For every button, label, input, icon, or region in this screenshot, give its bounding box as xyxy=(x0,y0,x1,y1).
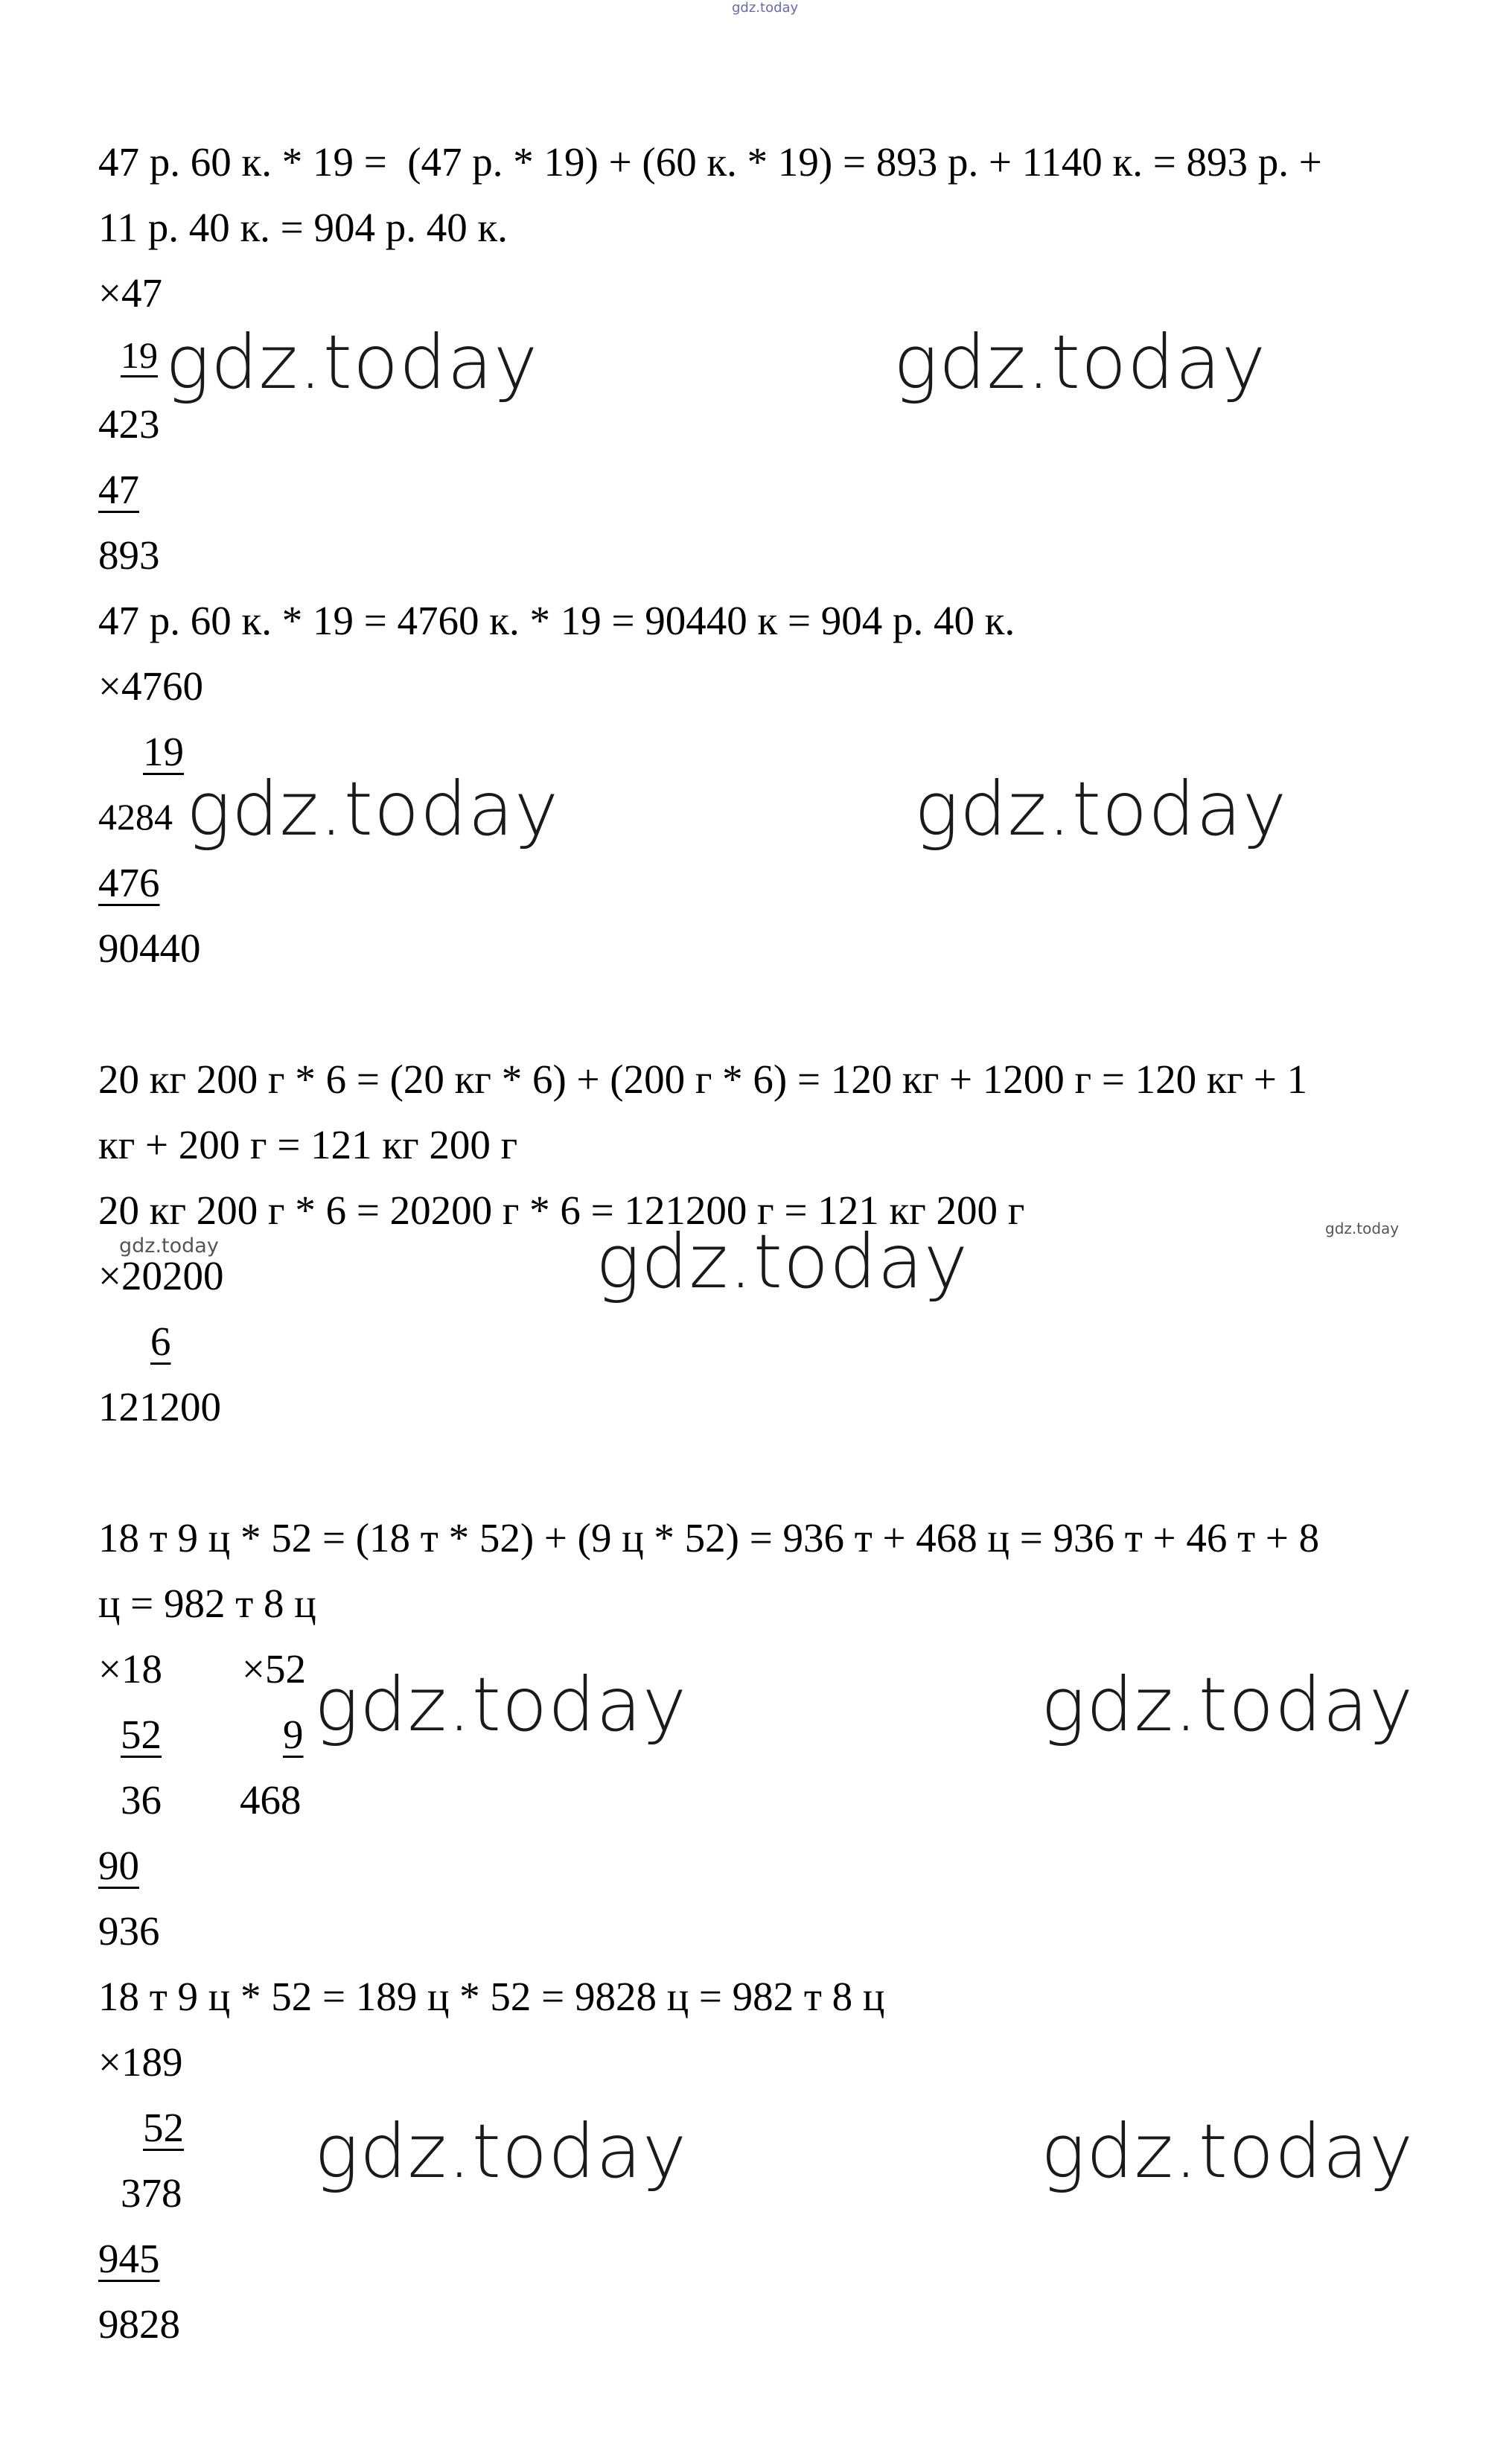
watermark: gdz.today xyxy=(596,1218,969,1305)
watermark: gdz.today xyxy=(1041,2108,1414,2195)
calc-line: 945 xyxy=(98,2236,160,2281)
calc-line: ×47 xyxy=(98,270,163,316)
calc-line: 90 xyxy=(98,1843,139,1888)
text-line: 47 р. 60 к. * 19 = 4760 к. * 19 = 90440 к = 904 р. 40 к. xyxy=(98,598,1015,643)
text-line: 11 р. 40 к. = 904 р. 40 к. xyxy=(98,205,508,250)
text-line: ц = 982 т 8 ц xyxy=(98,1581,316,1626)
calc-line: ×4760 xyxy=(98,663,204,709)
watermark: gdz.today xyxy=(165,319,539,406)
calc-line: ×20200 xyxy=(98,1253,224,1298)
watermark-top: gdz.today xyxy=(732,0,799,16)
calc-line: 4284 xyxy=(98,796,173,838)
calc-line: 9828 xyxy=(98,2301,180,2347)
calc-line: 121200 xyxy=(98,1384,221,1429)
text-line: 20 кг 200 г * 6 = (20 кг * 6) + (200 г * 6) = 120 кг + 1200 г = 120 кг + 1 xyxy=(98,1056,1308,1102)
calc-line: 893 xyxy=(98,532,160,578)
calc-line: 19 xyxy=(143,729,184,774)
calc-line: 476 xyxy=(98,860,160,905)
watermark: gdz.today xyxy=(314,2108,688,2195)
text-line: 47 р. 60 к. * 19 = (47 р. * 19) + (60 к. * 19) = 893 р. + 1140 к. = 893 р. + xyxy=(98,139,1322,185)
watermark: gdz.today xyxy=(914,765,1288,852)
calc-line: 6 xyxy=(150,1319,171,1364)
calc-line: 47 xyxy=(98,467,139,512)
calc-line: 936 xyxy=(98,1908,160,1954)
calc-line: ×52 xyxy=(242,1646,307,1692)
text-line: кг + 200 г = 121 кг 200 г xyxy=(98,1122,518,1167)
watermark-small: gdz.today xyxy=(119,1234,219,1258)
calc-line: 36 xyxy=(121,1777,162,1823)
calc-line: 9 xyxy=(283,1712,304,1757)
calc-line: ×189 xyxy=(98,2039,183,2085)
text-line: 18 т 9 ц * 52 = 189 ц * 52 = 9828 ц = 982 т 8 ц xyxy=(98,1974,885,2019)
calc-line: 468 xyxy=(240,1777,302,1823)
watermark: gdz.today xyxy=(893,319,1267,406)
text-line: 20 кг 200 г * 6 = 20200 г * 6 = 121200 г = 121 кг 200 г xyxy=(98,1188,1025,1233)
calc-line: 52 xyxy=(143,2105,184,2150)
watermark: gdz.today xyxy=(314,1661,688,1748)
calc-line: 52 xyxy=(121,1712,162,1757)
watermark-small: gdz.today xyxy=(1325,1220,1400,1237)
calc-line: 423 xyxy=(98,401,160,447)
watermark: gdz.today xyxy=(1041,1661,1414,1748)
text-line: 18 т 9 ц * 52 = (18 т * 52) + (9 ц * 52) = 936 т + 468 ц = 936 т + 46 т + 8 xyxy=(98,1515,1320,1561)
calc-line: ×18 xyxy=(98,1646,163,1692)
calc-line: 378 xyxy=(121,2170,182,2216)
calc-line: 90440 xyxy=(98,925,201,971)
calc-line: 19 xyxy=(121,334,158,376)
watermark: gdz.today xyxy=(186,765,560,852)
